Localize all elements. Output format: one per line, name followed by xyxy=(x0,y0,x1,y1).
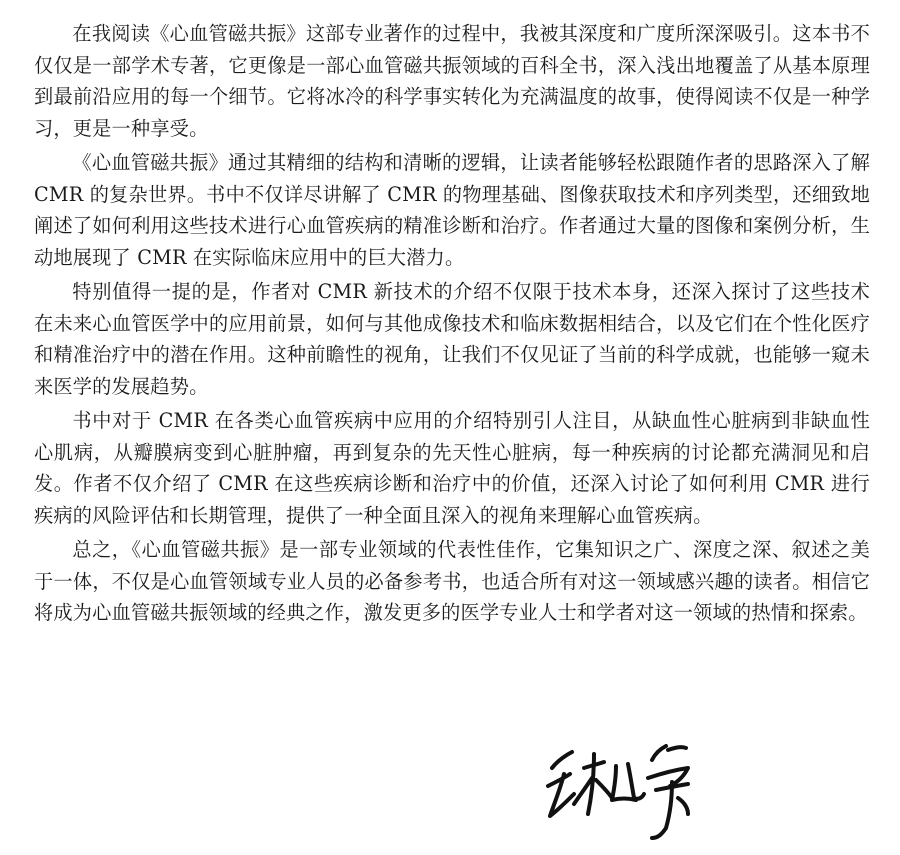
paragraph-4: 书中对于 CMR 在各类心血管疾病中应用的介绍特别引人注目，从缺血性心脏病到非缺血性心肌病，从瓣膜病变到心脏肿瘤，再到复杂的先天性心脏病，每一种疾病的讨论都充满洞见和启发。作者不仅介绍了 CMR 在这些疾病诊断和治疗中的价值，还深入讨论了如何利用 CMR 进行疾病的风险评估和长期管理，提供了一种全面且深入的视角来理解心血管疾病。 xyxy=(34,409,870,527)
paragraph-3: 特别值得一提的是，作者对 CMR 新技术的介绍不仅限于技术本身，还深入探讨了这些技术在未来心血管医学中的应用前景，如何与其他成像技术和临床数据相结合，以及它们在个性化医疗和精准治疗中的潜在作用。这种前瞻性的视角，让我们不仅见证了当前的科学成就，也能够一窥未来医学的发展趋势。 xyxy=(34,280,870,398)
handwritten-signature-icon xyxy=(538,738,708,846)
preface-text xyxy=(34,18,870,632)
paragraph-2: 《心血管磁共振》通过其精细的结构和清晰的逻辑，让读者能够轻松跟随作者的思路深入了解 CMR 的复杂世界。书中不仅详尽讲解了 CMR 的物理基础、图像获取技术和序列类型，还细致地阐述了如何利用这些技术进行心血管疾病的精准诊断和治疗。作者通过大量的图像和案例分析，生动地展现了 CMR 在实际临床应用中的巨大潜力。 xyxy=(34,151,870,269)
paragraph-5: 总之，《心血管磁共振》是一部专业领域的代表性佳作，它集知识之广、深度之深、叙述之美于一体，不仅是心血管领域专业人员的必备参考书，也适合所有对这一领域感兴趣的读者。相信它将成为心血管磁共振领域的经典之作，激发更多的医学专业人士和学者对这一领域的热情和探索。 xyxy=(34,538,870,624)
paragraph-1: 在我阅读《心血管磁共振》这部专业著作的过程中，我被其深度和广度所深深吸引。这本书不仅仅是一部学术专著，它更像是一部心血管磁共振领域的百科全书，深入浅出地覆盖了从基本原理到最前沿应用的每一个细节。它将冰冷的科学事实转化为充满温度的故事，使得阅读不仅是一种学习，更是一种享受。 xyxy=(34,22,870,140)
